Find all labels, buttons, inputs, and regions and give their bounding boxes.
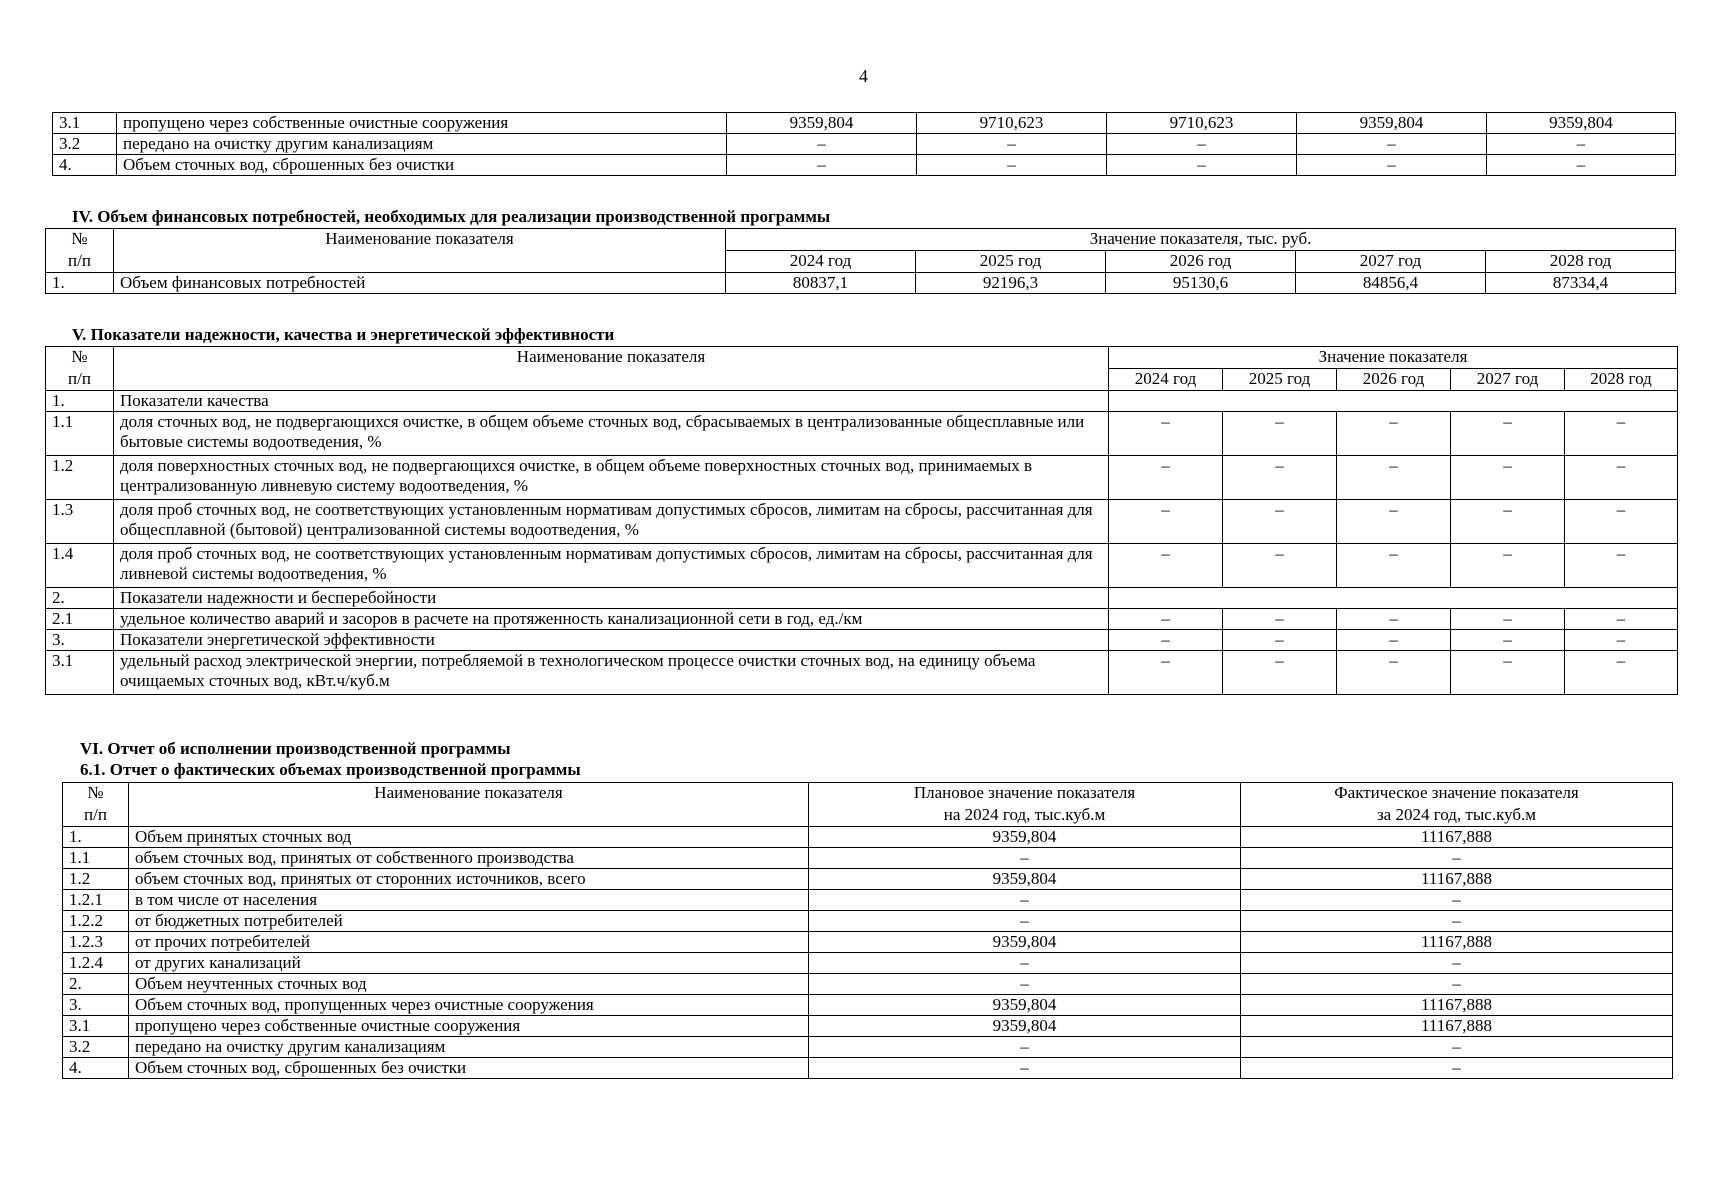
row-number: 1.2 (46, 456, 114, 500)
row-number: 4. (63, 1058, 129, 1079)
row-number: 3.1 (46, 651, 114, 695)
header-name: Наименование показателя (129, 783, 809, 805)
row-value: – (1451, 500, 1565, 544)
row-value: – (1107, 134, 1297, 155)
section-6-1-heading: 6.1. Отчет о фактических объемах производственной программы (80, 760, 581, 779)
row-name: пропущено через собственные очистные сооружения (129, 1016, 809, 1037)
table-row (46, 273, 1676, 294)
table-reliability-indicators (45, 346, 1678, 695)
row-value: 95130,6 (1106, 273, 1296, 294)
row-name: объем сточных вод, принятых от сторонних источников, всего (129, 869, 809, 890)
row-number: 3.2 (63, 1037, 129, 1058)
row-fact-value: – (1241, 1037, 1673, 1058)
row-value: – (1223, 500, 1337, 544)
header-no-2: п/п (46, 251, 114, 273)
row-value: – (1337, 544, 1451, 588)
row-value: – (1223, 651, 1337, 695)
row-value: 9359,804 (727, 113, 917, 134)
table-row (53, 134, 1676, 155)
row-number: 3.1 (63, 1016, 129, 1037)
row-value: – (1223, 544, 1337, 588)
row-fact-value: – (1241, 1058, 1673, 1079)
table-row (63, 932, 1673, 953)
row-plan-value: – (809, 890, 1241, 911)
row-value: – (1337, 630, 1451, 651)
row-number: 3.1 (53, 113, 117, 134)
row-plan-value: 9359,804 (809, 869, 1241, 890)
row-name: удельный расход электрической энергии, потребляемой в технологическом процессе очистки сточных вод, на единицу объема очищаемых сточных вод, кВт.ч/куб.м (114, 651, 1109, 695)
table-financial-needs (45, 228, 1676, 294)
row-number: 2. (46, 588, 114, 609)
row-name: от бюджетных потребителей (129, 911, 809, 932)
table-row (46, 609, 1678, 630)
row-value: – (1565, 651, 1678, 695)
row-value: – (1337, 412, 1451, 456)
row-number: 2.1 (46, 609, 114, 630)
row-value: – (1297, 155, 1487, 176)
row-value: – (1487, 134, 1676, 155)
table-row (63, 827, 1673, 848)
table-row (46, 412, 1678, 456)
header-plan: Плановое значение показателя (809, 783, 1241, 805)
row-value: – (1109, 412, 1223, 456)
row-number: 1. (46, 273, 114, 294)
row-value: – (1565, 412, 1678, 456)
table-row (53, 113, 1676, 134)
row-value: – (1337, 651, 1451, 695)
row-value: – (1223, 412, 1337, 456)
row-name: доля поверхностных сточных вод, не подвергающихся очистке, в общем объеме поверхностных сточных вод, принимаемых в централизованную ливневую систему водоотведения, % (114, 456, 1109, 500)
row-plan-value: 9359,804 (809, 932, 1241, 953)
row-name: Объем принятых сточных вод (129, 827, 809, 848)
table-row (46, 630, 1678, 651)
row-fact-value: 11167,888 (1241, 827, 1673, 848)
row-value: 9710,623 (1107, 113, 1297, 134)
row-plan-value: – (809, 1037, 1241, 1058)
row-number: 4. (53, 155, 117, 176)
row-fact-value: – (1241, 911, 1673, 932)
header-no: № (63, 783, 129, 805)
header-name: Наименование показателя (114, 229, 726, 251)
year-header: 2024 год (1109, 369, 1223, 391)
row-value: – (1451, 544, 1565, 588)
year-header: 2027 год (1296, 251, 1486, 273)
row-name: объем сточных вод, принятых от собственного производства (129, 848, 809, 869)
year-header: 2025 год (1223, 369, 1337, 391)
header-plan-2: на 2024 год, тыс.куб.м (809, 805, 1241, 827)
row-group-empty (1109, 391, 1678, 412)
row-number: 1.4 (46, 544, 114, 588)
row-name: от прочих потребителей (129, 932, 809, 953)
table-row (46, 456, 1678, 500)
row-number: 1.2.4 (63, 953, 129, 974)
row-number: 1.2 (63, 869, 129, 890)
table-row (46, 391, 1678, 412)
year-header: 2027 год (1451, 369, 1565, 391)
row-number: 1. (63, 827, 129, 848)
year-header: 2025 год (916, 251, 1106, 273)
page-number: 4 (859, 66, 868, 86)
table-row (46, 588, 1678, 609)
table-continuation (52, 112, 1676, 176)
header-fact: Фактическое значение показателя (1241, 783, 1673, 805)
row-plan-value: 9359,804 (809, 1016, 1241, 1037)
row-number: 1. (46, 391, 114, 412)
row-number: 1.1 (46, 412, 114, 456)
row-value: – (1451, 609, 1565, 630)
row-value: – (1223, 609, 1337, 630)
header-no: № (46, 347, 114, 369)
row-value: – (1451, 412, 1565, 456)
row-value: – (1109, 630, 1223, 651)
row-plan-value: 9359,804 (809, 827, 1241, 848)
table-row (63, 1058, 1673, 1079)
row-value: – (917, 155, 1107, 176)
row-value: – (1337, 609, 1451, 630)
row-value: – (917, 134, 1107, 155)
header-name: Наименование показателя (114, 347, 1109, 369)
row-value: – (1109, 544, 1223, 588)
row-value: – (1223, 630, 1337, 651)
row-plan-value: – (809, 911, 1241, 932)
row-value: – (1107, 155, 1297, 176)
row-number: 1.3 (46, 500, 114, 544)
year-header: 2026 год (1106, 251, 1296, 273)
row-name: Объем финансовых потребностей (114, 273, 726, 294)
row-number: 1.2.1 (63, 890, 129, 911)
row-value: – (1337, 456, 1451, 500)
row-fact-value: – (1241, 953, 1673, 974)
section-5-heading: V. Показатели надежности, качества и энергетической эффективности (72, 325, 615, 344)
row-name: доля проб сточных вод, не соответствующих установленным нормативам допустимых сбросов, лимитам на сбросы, рассчитанная для ливневой системы водоотведения, % (114, 544, 1109, 588)
section-4-heading: IV. Объем финансовых потребностей, необходимых для реализации производственной программы (72, 207, 831, 226)
row-plan-value: – (809, 953, 1241, 974)
row-value: – (1109, 609, 1223, 630)
row-fact-value: – (1241, 890, 1673, 911)
row-value: – (1487, 155, 1676, 176)
row-value: – (1337, 500, 1451, 544)
row-name: передано на очистку другим канализациям (129, 1037, 809, 1058)
year-header: 2026 год (1337, 369, 1451, 391)
row-fact-value: 11167,888 (1241, 1016, 1673, 1037)
row-value: – (1109, 651, 1223, 695)
row-plan-value: 9359,804 (809, 995, 1241, 1016)
row-number: 1.2.2 (63, 911, 129, 932)
year-header: 2024 год (726, 251, 916, 273)
table-row (46, 651, 1678, 695)
row-number: 1.1 (63, 848, 129, 869)
row-name: Показатели энергетической эффективности (114, 630, 1109, 651)
row-name: Объем сточных вод, сброшенных без очистки (117, 155, 727, 176)
row-name: в том числе от населения (129, 890, 809, 911)
table-row (63, 911, 1673, 932)
row-name: Объем сточных вод, сброшенных без очистки (129, 1058, 809, 1079)
row-value: – (1223, 456, 1337, 500)
row-number: 3. (63, 995, 129, 1016)
row-value: – (1451, 651, 1565, 695)
row-value: 87334,4 (1486, 273, 1676, 294)
table-production-report (62, 782, 1673, 1079)
row-name: передано на очистку другим канализациям (117, 134, 727, 155)
section-6-heading: VI. Отчет об исполнении производственной программы (80, 739, 511, 758)
header-value: Значение показателя, тыс. руб. (726, 229, 1676, 251)
table-row (63, 1016, 1673, 1037)
row-value: 9710,623 (917, 113, 1107, 134)
header-no-2: п/п (46, 369, 114, 391)
table-row (63, 848, 1673, 869)
row-value: 84856,4 (1296, 273, 1486, 294)
row-value: – (1451, 456, 1565, 500)
row-group-empty (1109, 588, 1678, 609)
row-name: Показатели надежности и бесперебойности (114, 588, 1109, 609)
row-fact-value: – (1241, 848, 1673, 869)
row-fact-value: – (1241, 974, 1673, 995)
row-value: 9359,804 (1297, 113, 1487, 134)
row-fact-value: 11167,888 (1241, 995, 1673, 1016)
table-row (46, 544, 1678, 588)
year-header: 2028 год (1486, 251, 1676, 273)
table-row (63, 869, 1673, 890)
row-name: Показатели качества (114, 391, 1109, 412)
row-name: доля сточных вод, не подвергающихся очистке, в общем объеме сточных вод, сбрасываемых в централизованные общесплавные или бытовые системы водоотведения, % (114, 412, 1109, 456)
table-row (46, 500, 1678, 544)
table-row (63, 1037, 1673, 1058)
row-value: – (1565, 544, 1678, 588)
row-number: 3.2 (53, 134, 117, 155)
row-plan-value: – (809, 848, 1241, 869)
table-row (63, 953, 1673, 974)
row-value: – (1297, 134, 1487, 155)
row-plan-value: – (809, 974, 1241, 995)
row-value: – (1109, 500, 1223, 544)
row-value: – (1565, 609, 1678, 630)
row-fact-value: 11167,888 (1241, 932, 1673, 953)
row-number: 3. (46, 630, 114, 651)
header-fact-2: за 2024 год, тыс.куб.м (1241, 805, 1673, 827)
row-value: – (1109, 456, 1223, 500)
row-value: – (727, 155, 917, 176)
row-plan-value: – (809, 1058, 1241, 1079)
header-no-2: п/п (63, 805, 129, 827)
table-row (63, 890, 1673, 911)
row-number: 1.2.3 (63, 932, 129, 953)
row-number: 2. (63, 974, 129, 995)
row-fact-value: 11167,888 (1241, 869, 1673, 890)
row-name: удельное количество аварий и засоров в расчете на протяженность канализационной сети в год, ед./км (114, 609, 1109, 630)
row-value: – (727, 134, 917, 155)
year-header: 2028 год (1565, 369, 1678, 391)
row-name: Объем сточных вод, пропущенных через очистные сооружения (129, 995, 809, 1016)
row-value: – (1565, 630, 1678, 651)
table-row (63, 974, 1673, 995)
row-name: доля проб сточных вод, не соответствующих установленным нормативам допустимых сбросов, лимитам на сбросы, рассчитанная для общесплавной (бытовой) централизованной системы водоотведения, % (114, 500, 1109, 544)
row-value: – (1565, 500, 1678, 544)
row-value: 92196,3 (916, 273, 1106, 294)
header-value: Значение показателя (1109, 347, 1678, 369)
header-no: № (46, 229, 114, 251)
row-value: 9359,804 (1487, 113, 1676, 134)
table-row (53, 155, 1676, 176)
row-name: от других канализаций (129, 953, 809, 974)
row-value: – (1565, 456, 1678, 500)
row-value: – (1451, 630, 1565, 651)
row-name: пропущено через собственные очистные сооружения (117, 113, 727, 134)
row-name: Объем неучтенных сточных вод (129, 974, 809, 995)
row-value: 80837,1 (726, 273, 916, 294)
table-row (63, 995, 1673, 1016)
